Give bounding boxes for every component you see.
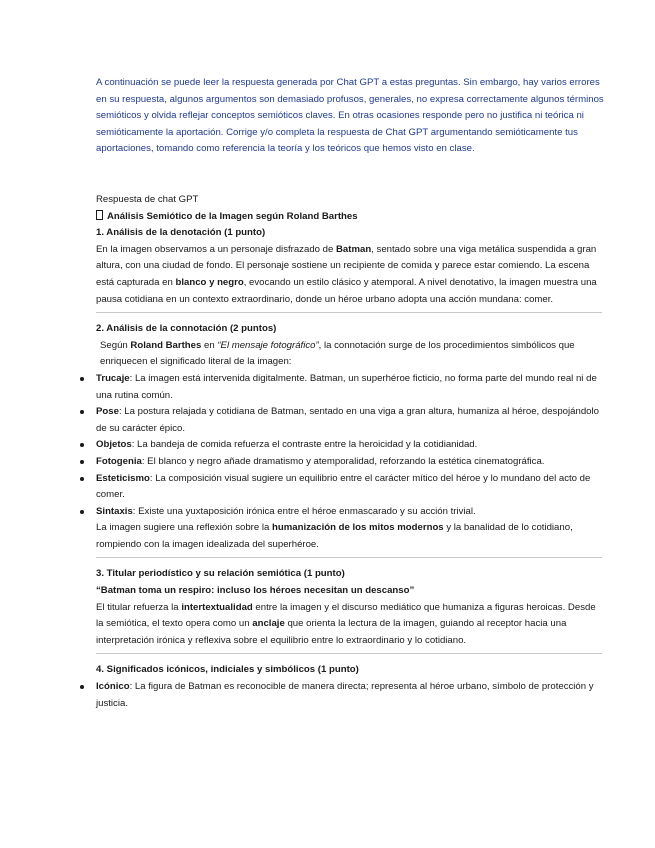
text-run: en: [201, 339, 218, 351]
connotation-list: [96, 371, 602, 554]
section-1-body: [96, 242, 602, 308]
bullet-text: : La postura relajada y cotidiana de Batman, sentado en una viga a gran altura, humaniza al héroe, despojándolo de su carácter épico.: [96, 406, 599, 434]
section-2-intro: [96, 338, 602, 371]
bullet-term: Esteticismo: [96, 472, 150, 484]
bullet-term: Objetos: [96, 439, 132, 451]
text-run: Según: [100, 339, 131, 351]
section-2-heading: 2. Análisis de la connotación (2 puntos): [96, 323, 277, 335]
chatgpt-response: [96, 192, 602, 712]
text-run: entre la imagen y el discurso mediático que humaniza a figuras heroicas. Desde la semiótica, el texto opera como un: [96, 601, 596, 630]
list-item: [96, 404, 602, 437]
italic-title: “El mensaje fotográfico”: [217, 339, 319, 351]
bullet-text: : El blanco y negro añade dramatismo y atemporalidad, reforzando la estética cinematográfica.: [141, 455, 545, 467]
text-run: La imagen sugiere una reflexión sobre la: [96, 522, 272, 534]
list-item: [96, 371, 602, 404]
text-run: El titular refuerza la: [96, 601, 182, 613]
bullet-text: : La bandeja de comida refuerza el contraste entre la heroicidad y la cotidianidad.: [131, 439, 478, 451]
list-item: [96, 504, 602, 554]
bold-term: blanco y negro: [175, 276, 244, 288]
text-run: , la connotación surge de los procedimientos simbólicos que enriquecen el significado literal de la imagen:: [100, 339, 575, 368]
text-run: , evocando un estilo clásico y atemporal. A nivel denotativo, la imagen muestra una pausa cotidiana en un contexto extraordinario, donde un héroe urbano adopta una acción mundana: comer.: [96, 276, 597, 305]
text-run: y la banalidad de lo cotidiano, rompiendo con la imagen idealizada del superhéroe.: [96, 522, 573, 550]
bullet-term: Fotogenia: [96, 455, 142, 467]
list-item: [96, 679, 602, 712]
bullet-text: : La figura de Batman es reconocible de manera directa; representa al héroe urbano, símbolo de protección y justicia.: [96, 681, 594, 709]
bullet-text: : Existe una yuxtaposición irónica entre el héroe enmascarado y su acción trivial.: [132, 505, 476, 517]
significados-list: [96, 679, 602, 712]
bold-term: humanización de los mitos modernos: [272, 522, 444, 534]
list-item: [96, 437, 602, 454]
section-divider: [96, 653, 602, 654]
section-1-heading: 1. Análisis de la denotación (1 punto): [96, 227, 266, 239]
text-run: , sentado sobre una viga metálica suspendida a gran altura, con una ciudad de fondo. El personaje sostiene un recipiente de comida y parece estar comiendo. La escena está capturada en: [96, 243, 597, 288]
bold-term: anclaje: [252, 618, 285, 630]
bullet-term: Icónico: [96, 681, 130, 693]
section-3-heading: 3. Titular periodístico y su relación semiótica (1 punto): [96, 568, 345, 580]
section-divider: [96, 312, 602, 313]
bullet-term: Pose: [96, 406, 119, 418]
analysis-title-text: Análisis Semiótico de la Imagen según Roland Barthes: [107, 210, 358, 222]
analysis-title: [96, 209, 602, 226]
bullet-term: Trucaje: [96, 372, 130, 384]
section-3-body: [96, 600, 602, 650]
list-item: [96, 454, 602, 471]
bullet-text: : La imagen está intervenida digitalmente. Batman, un superhéroe ficticio, no forma parte del mundo real ni de una rutina común.: [96, 372, 597, 401]
section-divider: [96, 557, 602, 558]
bold-term: Batman: [336, 243, 372, 255]
bullet-text: : La composición visual sugiere un equilibrio entre el carácter mítico del héroe y lo mundano del acto de comer.: [96, 472, 591, 501]
bullet-term: Sintaxis: [96, 505, 133, 517]
text-run: que orienta la lectura de la imagen, guiando al receptor hacia una interpretación irónica y reflexiva sobre el equilibrio entre lo extraordinario y lo cotidiano.: [96, 618, 567, 646]
section-4-heading: 4. Significados icónicos, indiciales y simbólicos (1 punto): [96, 664, 359, 676]
missing-glyph-icon: [96, 210, 103, 220]
response-label: Respuesta de chat GPT: [96, 194, 199, 205]
bold-term: intertextualidad: [181, 601, 253, 613]
intro-paragraph: A continuación se puede leer la respuesta generada por Chat GPT a estas preguntas. Sin embargo, hay varios errores en su respuesta, algunos argumentos son demasiado profusos, generales, no expresa correctamente algunos términos semióticos y olvida reflejar conceptos semióticos claves. En otras ocasiones responde pero no justifica ni teórica ni semióticamente la aportación. Corrige y/o completa la respuesta de Chat GPT argumentando semióticamente tus aportaciones, tomando como referencia la teoría y los teóricos que hemos visto en clase.: [96, 77, 604, 155]
bold-term: Roland Barthes: [130, 339, 202, 351]
text-run: En la imagen observamos a un personaje disfrazado de: [96, 243, 336, 255]
list-item: [96, 471, 602, 504]
headline-quote: “Batman toma un respiro: incluso los héroes necesitan un descanso”: [96, 585, 415, 597]
